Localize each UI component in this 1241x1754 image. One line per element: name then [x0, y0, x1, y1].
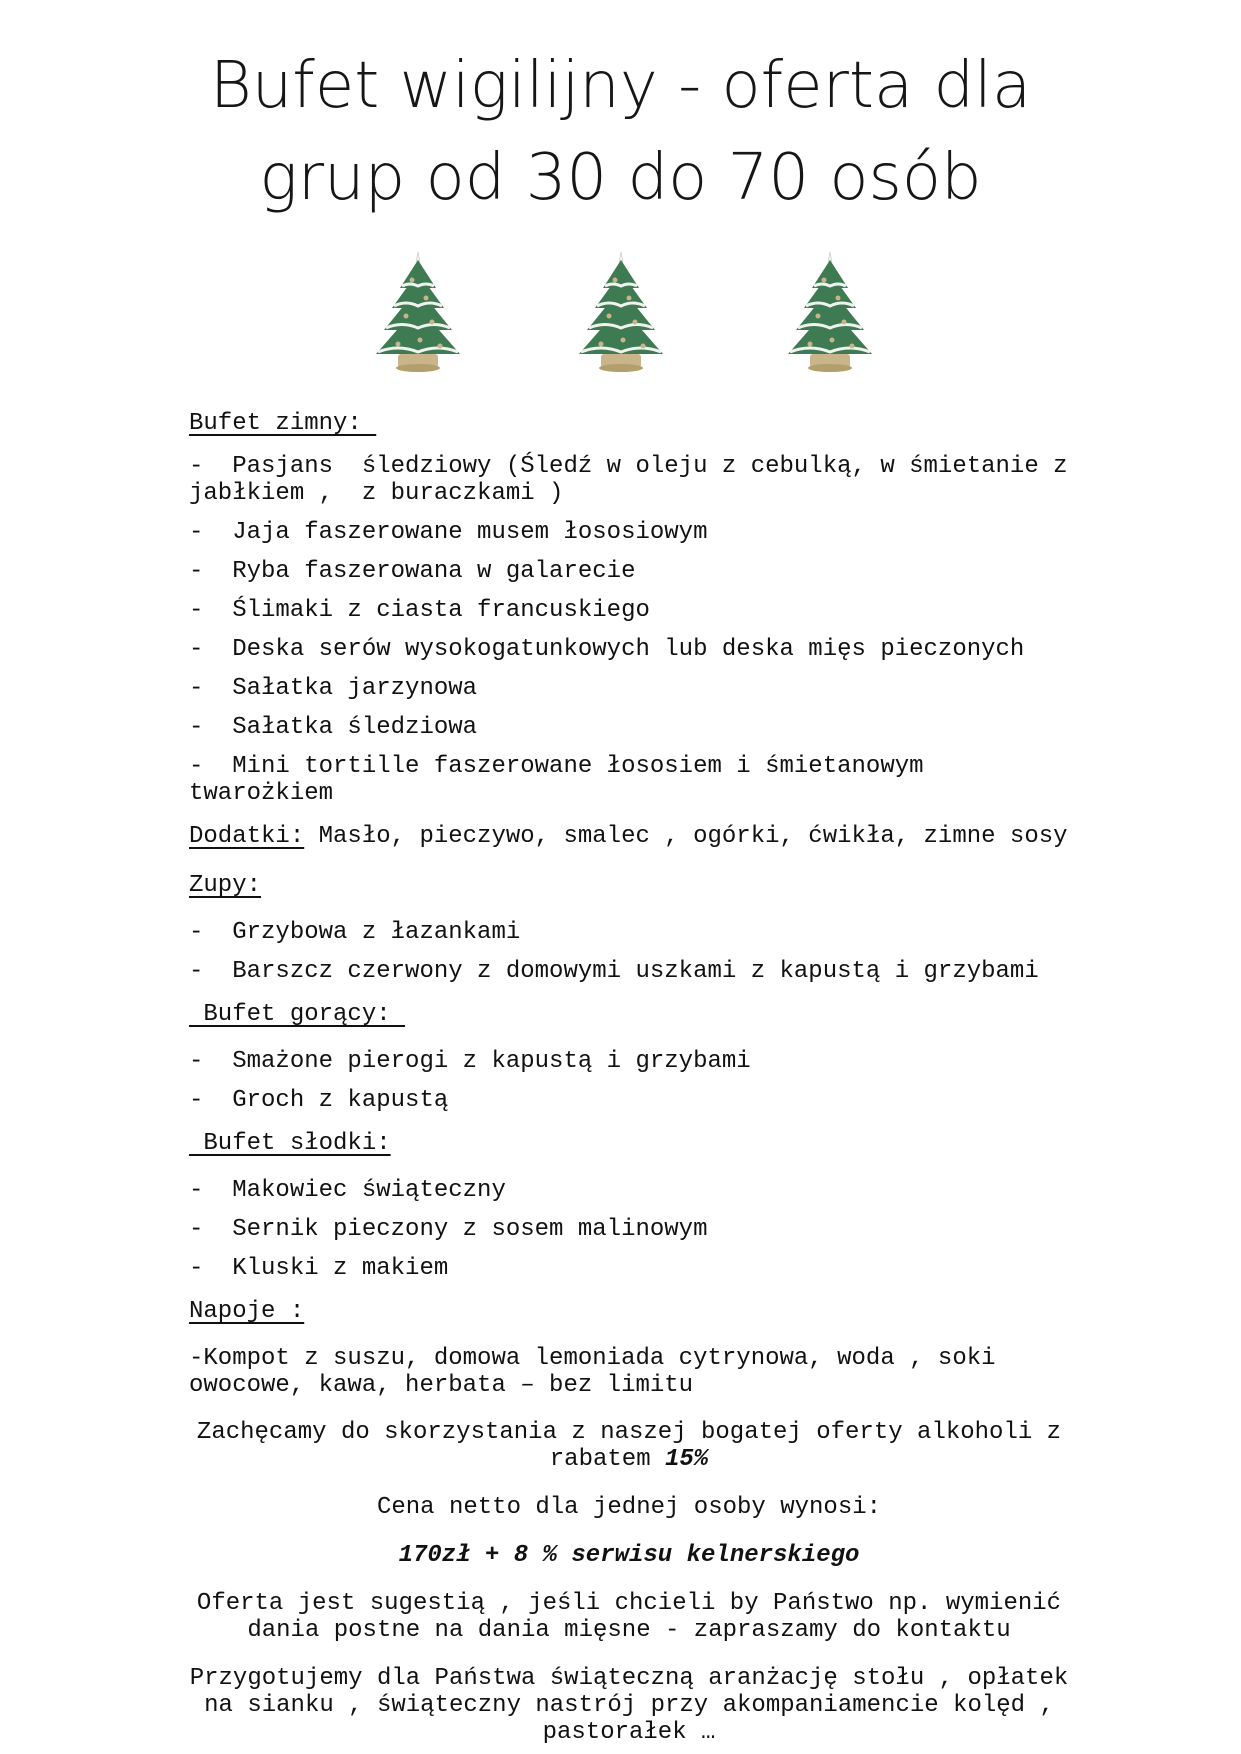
list-item: - Deska serów wysokogatunkowych lub deska mięs pieczonych [189, 636, 1025, 663]
list-item: - Barszcz czerwony z domowymi uszkami z kapustą i grzybami [189, 958, 1039, 985]
list-item: - Sałatka śledziowa [189, 714, 478, 741]
drinks-heading: Napoje : [189, 1298, 305, 1325]
page-title [0, 40, 1241, 224]
soups-list [189, 919, 1069, 985]
soups-heading: Zupy: [189, 872, 262, 899]
extras-line [189, 823, 1069, 850]
section-hot-buffet-heading [189, 1001, 1069, 1028]
note-arrangement: Przygotujemy dla Państwa świąteczną aranżację stołu , opłatek na sianku , świąteczny nastrój przy akompaniamencie kolęd , pastorałek … [189, 1665, 1069, 1746]
list-item: - Groch z kapustą [189, 1087, 449, 1114]
note-substitution: Oferta jest sugestią , jeśli chcieli by Państwo np. wymienić dania postne na dania mięsne - zapraszamy do kontaktu [196, 1590, 1062, 1644]
price-label: Cena netto dla jednej osoby wynosi: [376, 1494, 882, 1521]
list-item: - Grzybowa z łazankami [189, 919, 521, 946]
drinks-text: -Kompot z suszu, domowa lemoniada cytrynowa, woda , soki owocowe, kawa, herbata – bez limitu [189, 1345, 996, 1399]
extras-heading: Dodatki: [189, 823, 305, 850]
extras-text: Masło, pieczywo, smalec , ogórki, ćwikła, zimne sosy [304, 823, 1068, 850]
section-cold-buffet-heading [189, 410, 1069, 437]
menu-content [189, 406, 1082, 1746]
list-item: - Kluski z makiem [189, 1255, 449, 1282]
cold-buffet-heading: Bufet zimny: [189, 410, 377, 437]
cold-buffet-list [189, 453, 1082, 807]
title-line-2: grup od 30 do 70 osób [259, 141, 982, 215]
title-line-1: Bufet wigilijny - oferta dla [209, 49, 1032, 123]
list-item: - Sernik pieczony z sosem malinowym [189, 1216, 708, 1243]
christmas-tree-icon [780, 250, 880, 380]
christmas-tree-icon [571, 250, 671, 380]
section-drinks-heading [189, 1298, 1069, 1325]
hot-buffet-list [189, 1048, 1069, 1114]
sweet-buffet-heading: Bufet słodki: [189, 1130, 391, 1157]
christmas-tree-icon [368, 250, 468, 380]
list-item: - Ślimaki z ciasta francuskiego [189, 597, 650, 624]
hot-buffet-heading: Bufet gorący: [189, 1001, 406, 1028]
section-soups-heading [189, 872, 1069, 899]
list-item: - Smażone pierogi z kapustą i grzybami [189, 1048, 751, 1075]
list-item: - Mini tortille faszerowane łososiem i śmietanowym twarożkiem [189, 753, 938, 807]
list-item: - Jaja faszerowane musem łososiowym [189, 519, 708, 546]
list-item: - Pasjans śledziowy (Śledź w oleju z cebulką, w śmietanie z jabłkiem , z buraczkami ) [189, 453, 1082, 507]
sweet-buffet-list [189, 1177, 1069, 1282]
list-item: - Makowiec świąteczny [189, 1177, 506, 1204]
list-item: - Sałatka jarzynowa [189, 675, 478, 702]
price-value: 170zł + 8 % serwisu kelnerskiego [398, 1542, 860, 1569]
alcohol-discount: 15% [665, 1446, 709, 1473]
list-item: - Ryba faszerowana w galarecie [189, 558, 636, 585]
section-sweet-buffet-heading [189, 1130, 1069, 1157]
alcohol-offer-text: Zachęcamy do skorzystania z naszej bogatej oferty alkoholi z rabatem [196, 1419, 1062, 1473]
alcohol-offer [189, 1419, 1069, 1473]
decoration-row [0, 250, 1241, 380]
